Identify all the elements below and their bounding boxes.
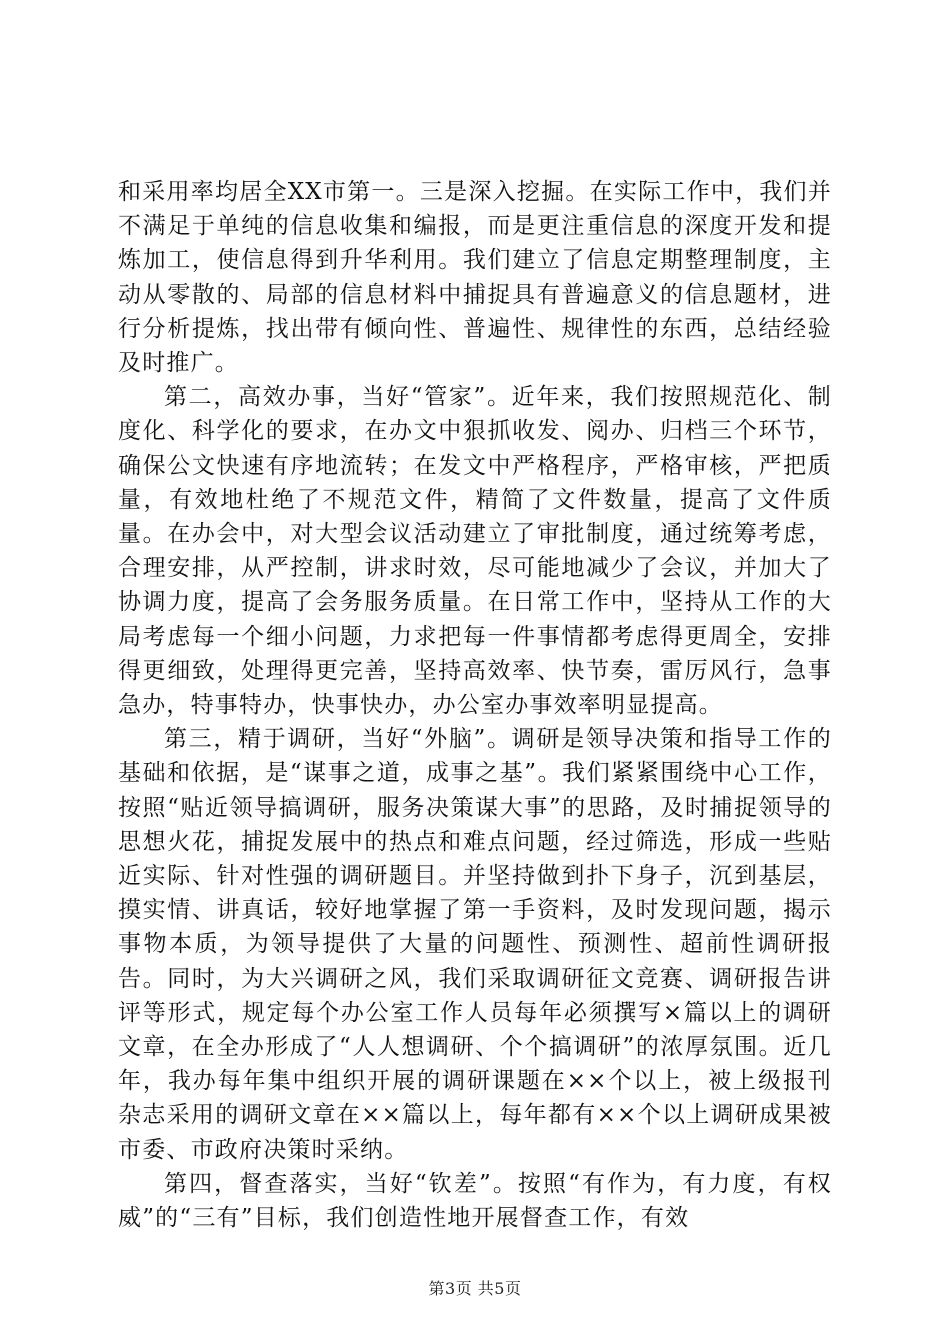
- paragraph-second-point: 第二，高效办事，当好“管家”。近年来，我们按照规范化、制度化、科学化的要求，在办文中狠抓收发、阅办、归档三个环节，确保公文快速有序地流转；在发文中严格程序，严格审核，严把质量，有效地杜绝了不规范文件，精简了文件数量，提高了文件质量。在办会中，对大型会议活动建立了审批制度，通过统筹考虑，合理安排，从严控制，讲求时效，尽可能地减少了会议，并加大了协调力度，提高了会务服务质量。在日常工作中，坚持从工作的大局考虑每一个细小问题，力求把每一件事情都考虑得更周全，安排得更细致，处理得更完善，坚持高效率、快节奏，雷厉风行，急事急办，特事特办，快事快办，办公室办事效率明显提高。: [118, 384, 832, 719]
- paragraph-continuation: 和采用率均居全XX市第一。三是深入挖掘。在实际工作中，我们并不满足于单纯的信息收集和编报，而是更注重信息的深度开发和提炼加工，使信息得到升华利用。我们建立了信息定期整理制度，主动从零散的、局部的信息材料中捕捉具有普遍意义的信息题材，进行分析提炼，找出带有倾向性、普遍性、规律性的东西，总结经验及时推广。: [118, 179, 832, 377]
- page-number-footer: 第3页 共5页: [428, 1279, 522, 1298]
- paragraph-fourth-point: 第四，督查落实，当好“钦差”。按照“有作为，有力度，有权威”的“三有”目标，我们创造性地开展督查工作，有效: [118, 1170, 832, 1232]
- document-body: [118, 175, 832, 1235]
- paragraph-third-point: 第三，精于调研，当好“外脑”。调研是领导决策和指导工作的基础和依据，是“谋事之道，成事之基”。我们紧紧围绕中心工作，按照“贴近领导搞调研，服务决策谋大事”的思路，及时捕捉领导的思想火花，捕捉发展中的热点和难点问题，经过筛选，形成一些贴近实际、针对性强的调研题目。并坚持做到扑下身子，沉到基层，摸实情、讲真话，较好地掌握了第一手资料，及时发现问题，揭示事物本质，为领导提供了大量的问题性、预测性、超前性调研报告。同时，为大兴调研之风，我们采取调研征文竞赛、调研报告讲评等形式，规定每个办公室工作人员每年必须撰写×篇以上的调研文章，在全办形成了“人人想调研、个个搞调研”的浓厚氛围。近几年，我办每年集中组织开展的调研课题在××个以上，被上级报刊杂志采用的调研文章在××篇以上，每年都有××个以上调研成果被市委、市政府决策时采纳。: [118, 726, 832, 1163]
